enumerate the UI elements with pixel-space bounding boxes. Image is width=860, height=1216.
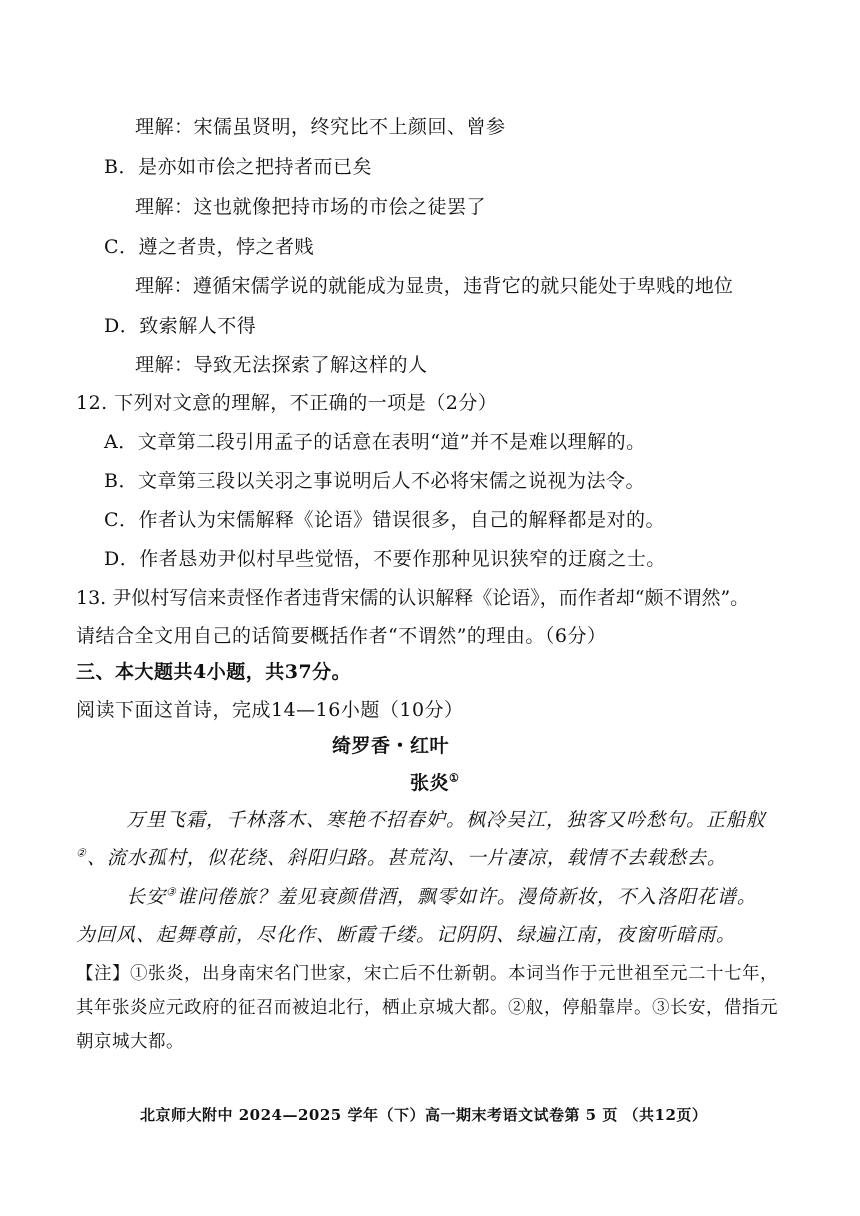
page-footer: 北京师大附中 2024—2025 学年（下）高一期末考语文试卷第 5 页 （共12页）: [140, 1106, 708, 1124]
q12-option-c: C．作者认为宋儒解释《论语》错误很多，自己的解释都是对的。: [104, 509, 666, 531]
note-line-2: 其年张炎应元政府的征召而被迫北行，栖止京城大都。②舣，停船靠岸。③长安，借指元: [76, 998, 778, 1018]
poem-author: [410, 768, 459, 795]
footnote-marker: ③: [166, 885, 177, 899]
q11-a-understanding: 理解：宋儒虽贤明，终究比不上颜回、曾参: [135, 116, 506, 138]
line-text: 谁问倦旅？羞见衰颜借酒，飘零如许。漫倚新妆，不入洛阳花谱。: [176, 886, 757, 908]
footnote-marker: ②: [76, 846, 87, 860]
q11-c-understanding: 理解：遵循宋儒学说的就能成为显贵，违背它的就只能处于卑贱的地位: [135, 275, 734, 297]
option-label: B．: [104, 156, 138, 178]
q11-d-understanding: 理解：导致无法探索了解这样的人: [135, 354, 428, 376]
option-text: 致索解人不得: [139, 315, 257, 337]
section-heading: 三、本大题共4小题，共37分。: [76, 661, 352, 683]
q11-option-c: [104, 232, 314, 259]
q12-stem: 12. 下列对文意的理解，不正确的一项是（2分）: [76, 392, 498, 414]
q11-option-b: [104, 152, 372, 179]
line-text: 长安: [126, 886, 167, 908]
q11-b-understanding: 理解：这也就像把持市场的市侩之徒罢了: [135, 196, 487, 218]
q13-line-1: 13. 尹似村写信来责怪作者违背宋儒的认识解释《论语》，而作者却“颇不谓然”。: [76, 587, 750, 609]
section-intro: 阅读下面这首诗，完成14—16小题（10分）: [76, 699, 464, 721]
option-label: C．: [104, 236, 139, 258]
q13-line-2: 请结合全文用自己的话简要概括作者“不谓然”的理由。（6分）: [76, 625, 607, 647]
line-text: 、流水孤村，似花绕、斜阳归路。甚荒沟、一片凄凉，载情不去载愁去。: [86, 847, 727, 869]
author-name: 张炎: [410, 772, 450, 794]
footnote-marker: ①: [449, 771, 460, 785]
poem-stanza-2-line-2: 为回风、起舞尊前，尽化作、断霞千缕。记阴阴、绿遍江南，夜窗听暗雨。: [76, 924, 737, 946]
poem-stanza-1-line-2: [76, 843, 727, 870]
q12-option-b: B．文章第三段以关羽之事说明后人不必将宋儒之说视为法令。: [104, 470, 645, 492]
option-label: D．: [104, 315, 140, 337]
poem-title: 绮罗香・红叶: [332, 735, 450, 757]
option-text: 是亦如市侩之把持者而已矣: [137, 156, 372, 178]
option-text: 遵之者贵，悖之者贱: [138, 236, 315, 258]
note-line-1: 【注】①张炎，出身南宋名门世家，宋亡后不仕新朝。本词当作于元世祖至元二十七年，: [76, 964, 778, 984]
q12-option-d: D．作者恳劝尹似村早些觉悟，不要作那种见识狭窄的迂腐之士。: [104, 548, 666, 570]
q11-option-d: [104, 311, 256, 338]
q12-option-a: A．文章第二段引用孟子的话意在表明“道”并不是难以理解的。: [104, 431, 646, 453]
poem-stanza-2-line-1: [126, 882, 757, 909]
note-line-3: 朝京城大都。: [76, 1032, 184, 1052]
poem-stanza-1-line-1: 万里飞霜，千林落木、寒艳不招春妒。枫冷吴江，独客又吟愁句。正船舣: [126, 809, 767, 831]
